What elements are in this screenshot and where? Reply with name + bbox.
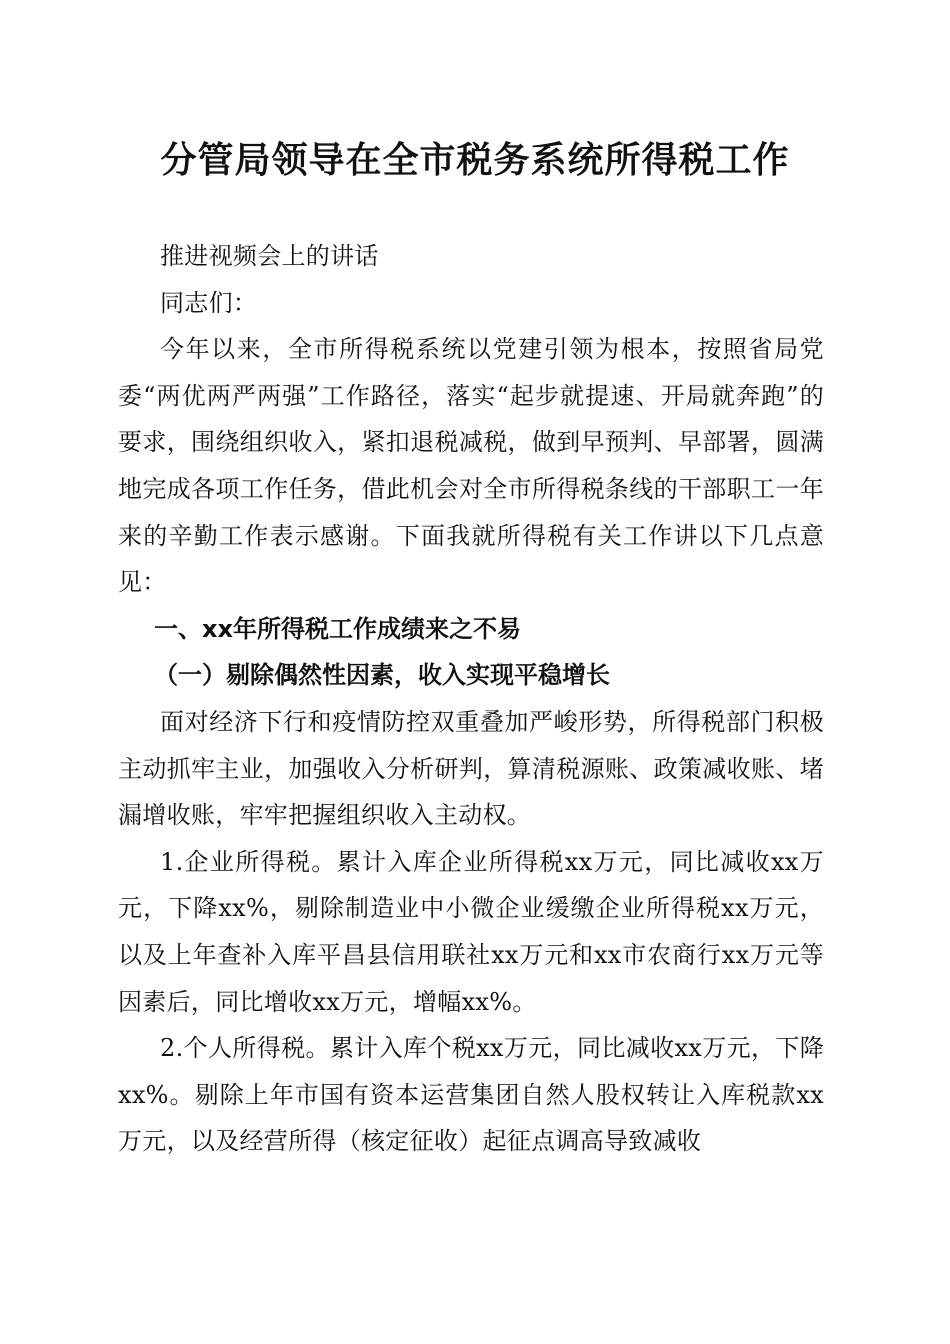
salutation: 同志们： — [160, 288, 258, 317]
document-title: 分管局领导在全市税务系统所得税工作 — [160, 139, 790, 181]
list-item-corporate-income-tax: 1.企业所得税。累计入库企业所得税xx万元，同比减收xx万元，下降xx%，剔除制造业中小微企业缓缴企业所得税xx万元，以及上年查补入库平昌县信用联社xx万元和xx市农商行xx万元等因素后，同比增收xx万元，增幅xx%。 — [118, 847, 824, 1016]
subsection-paragraph-1: 面对经济下行和疫情防控双重叠加严峻形势，所得税部门积极主动抓牢主业，加强收入分析研判，算清税源账、政策减收账、堵漏增收账，牢牢把握组织收入主动权。 — [118, 707, 824, 830]
intro-paragraph: 今年以来，全市所得税系统以党建引领为根本，按照省局党委“两优两严两强”工作路径，落实“起步就提速、开局就奔跑”的要求，围绕组织收入，紧扣退税减税，做到早预判、早部署，圆满地完成各项工作任务，借此机会对全市所得税条线的干部职工一年来的辛勤工作表示感谢。下面我就所得税有关工作讲以下几点意见： — [118, 335, 824, 597]
document-body — [118, 233, 824, 1165]
list-item-personal-income-tax: 2.个人所得税。累计入库个税xx万元，同比减收xx万元，下降xx%。剔除上年市国有资本运营集团自然人股权转让入库税款xx万元，以及经营所得（核定征收）起征点调高导致减收 — [118, 1034, 824, 1156]
subtitle-line: 推进视频会上的讲话 — [160, 242, 379, 270]
section-heading-1: 一、xx年所得税工作成绩来之不易 — [154, 614, 521, 643]
subsection-heading-1: （一）剔除偶然性因素，收入实现平稳增长 — [154, 660, 610, 690]
